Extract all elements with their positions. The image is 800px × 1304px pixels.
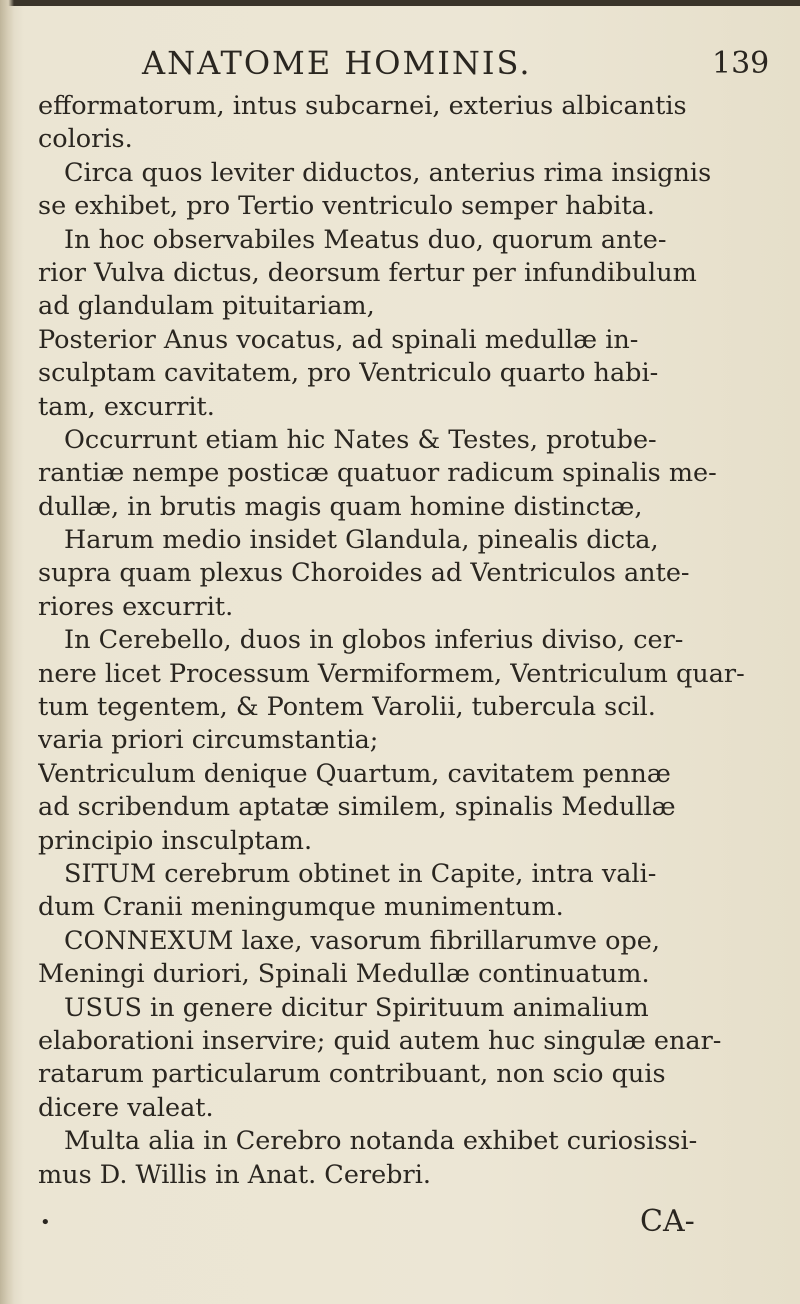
binding-edge [0, 0, 14, 1304]
text-line: Harum medio insidet Glandula, pinealis dicta, [64, 525, 659, 556]
text-line: dullæ, in brutis magis quam homine distinctæ, [38, 491, 643, 522]
text-line: Ventriculum denique Quartum, cavitatem pennæ [38, 758, 671, 789]
text-line: dicere valeat. [38, 1092, 214, 1123]
text-line: efformatorum, intus subcarnei, exterius albicantis [38, 91, 687, 121]
text-line: riores excurrit. [38, 591, 234, 622]
text-line: dum Cranii meningumque munimentum. [38, 892, 564, 923]
text-line: sculptam cavitatem, pro Ventriculo quarto habi- [38, 358, 659, 389]
text-line: se exhibet, pro Tertio ventriculo semper habita. [38, 191, 655, 222]
text-line: coloris. [38, 124, 133, 155]
text-line: Circa quos leviter diductos, anterius rima insignis [64, 157, 712, 188]
text-line: supra quam plexus Choroides ad Ventriculos ante- [38, 558, 690, 589]
text-line: Multa alia in Cerebro notanda exhibet curiosissi- [64, 1126, 698, 1157]
text-line: mus D. Willis in Anat. Cerebri. [38, 1159, 431, 1190]
text-line: rior Vulva dictus, deorsum fertur per infundibulum [38, 257, 697, 288]
text-line: ad scribendum aptatæ similem, spinalis Medullæ [38, 792, 676, 823]
text-line: principio insculptam. [38, 825, 313, 856]
text-line: nere licet Processum Vermiformem, Ventriculum quar- [38, 658, 745, 689]
text-line: USUS in genere dicitur Spirituum animalium [64, 992, 649, 1023]
page-number: 139 [712, 46, 770, 81]
page-header [0, 44, 800, 88]
text-line: tum tegentem, & Pontem Varolii, tubercula scil. [38, 692, 656, 723]
text-line: Occurrunt etiam hic Nates & Testes, protube- [64, 424, 657, 455]
text-line: Meningi duriori, Spinali Medullæ continuatum. [38, 959, 650, 990]
text-line: tam, excurrit. [38, 391, 215, 422]
text-line: CONNEXUM laxe, vasorum fibrillarumve ope, [64, 925, 660, 956]
text-line: ratarum particularum contribuant, non scio quis [38, 1059, 666, 1090]
text-line: Posterior Anus vocatus, ad spinali medullæ in- [38, 324, 639, 355]
catchword: CA- [640, 1204, 695, 1239]
text-line: rantiæ nempe posticæ quatuor radicum spinalis me- [38, 458, 717, 489]
text-line: In Cerebello, duos in globos inferius diviso, cer- [64, 625, 684, 656]
text-line: varia priori circumstantia; [38, 725, 379, 756]
text-line: SITUM cerebrum obtinet in Capite, intra vali- [64, 858, 657, 889]
text-line: ad glandulam pituitariam, [38, 291, 375, 322]
page-top-edge [0, 0, 800, 6]
ink-speck: • [40, 1212, 51, 1233]
body-text [38, 90, 774, 1192]
running-head: ANATOME HOMINIS. [142, 44, 532, 82]
text-line: In hoc observabiles Meatus duo, quorum ante- [64, 224, 667, 255]
text-line: elaborationi inservire; quid autem huc singulæ enar- [38, 1025, 722, 1056]
